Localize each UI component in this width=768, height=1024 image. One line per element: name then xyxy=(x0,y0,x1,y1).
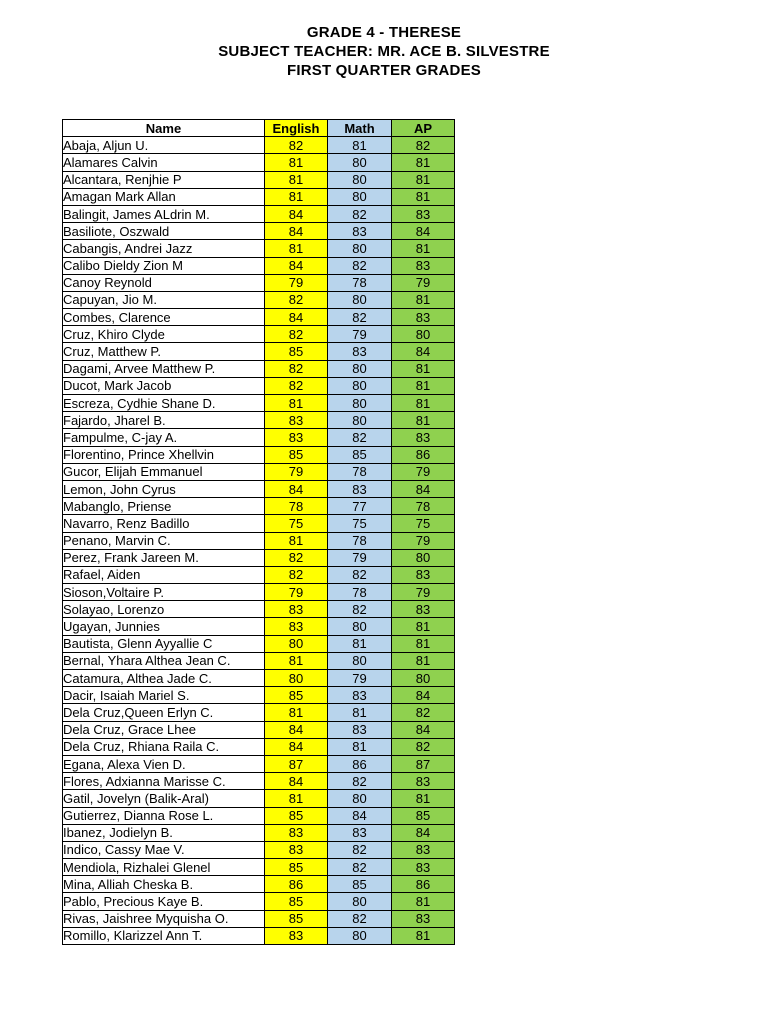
english-grade-cell: 84 xyxy=(265,223,328,240)
table-row xyxy=(63,773,455,790)
ap-grade-cell: 81 xyxy=(392,652,455,669)
math-grade-cell: 83 xyxy=(328,687,392,704)
table-row xyxy=(63,240,455,257)
table-row xyxy=(63,223,455,240)
student-name-cell: Rafael, Aiden xyxy=(63,566,265,583)
english-grade-cell: 83 xyxy=(265,824,328,841)
ap-grade-cell: 79 xyxy=(392,532,455,549)
student-name-cell: Cruz, Khiro Clyde xyxy=(63,326,265,343)
math-grade-cell: 80 xyxy=(328,618,392,635)
ap-grade-cell: 81 xyxy=(392,171,455,188)
student-name-cell: Solayao, Lorenzo xyxy=(63,601,265,618)
math-grade-cell: 82 xyxy=(328,429,392,446)
ap-grade-cell: 79 xyxy=(392,274,455,291)
math-grade-cell: 82 xyxy=(328,205,392,222)
math-grade-cell: 80 xyxy=(328,154,392,171)
student-name-cell: Capuyan, Jio M. xyxy=(63,291,265,308)
math-grade-cell: 75 xyxy=(328,515,392,532)
ap-grade-cell: 81 xyxy=(392,360,455,377)
math-grade-cell: 78 xyxy=(328,532,392,549)
table-row xyxy=(63,154,455,171)
table-row xyxy=(63,257,455,274)
english-grade-cell: 81 xyxy=(265,532,328,549)
table-row xyxy=(63,274,455,291)
math-grade-cell: 83 xyxy=(328,343,392,360)
math-grade-cell: 83 xyxy=(328,480,392,497)
student-name-cell: Mina, Alliah Cheska B. xyxy=(63,876,265,893)
ap-grade-cell: 80 xyxy=(392,326,455,343)
math-grade-cell: 82 xyxy=(328,910,392,927)
math-grade-cell: 79 xyxy=(328,326,392,343)
table-row xyxy=(63,721,455,738)
table-row xyxy=(63,670,455,687)
english-grade-cell: 83 xyxy=(265,618,328,635)
ap-grade-cell: 84 xyxy=(392,480,455,497)
ap-grade-cell: 83 xyxy=(392,205,455,222)
english-grade-cell: 84 xyxy=(265,480,328,497)
math-grade-cell: 80 xyxy=(328,377,392,394)
ap-grade-cell: 81 xyxy=(392,240,455,257)
english-grade-cell: 83 xyxy=(265,841,328,858)
english-grade-cell: 81 xyxy=(265,240,328,257)
math-grade-cell: 79 xyxy=(328,670,392,687)
math-grade-cell: 80 xyxy=(328,790,392,807)
english-grade-cell: 83 xyxy=(265,601,328,618)
ap-grade-cell: 85 xyxy=(392,807,455,824)
header-grade-section: GRADE 4 - THERESE xyxy=(306,24,462,41)
table-row xyxy=(63,859,455,876)
table-row xyxy=(63,652,455,669)
math-grade-cell: 82 xyxy=(328,841,392,858)
table-row xyxy=(63,515,455,532)
english-grade-cell: 75 xyxy=(265,515,328,532)
student-name-cell: Dela Cruz, Rhiana Raila C. xyxy=(63,738,265,755)
student-name-cell: Ibanez, Jodielyn B. xyxy=(63,824,265,841)
student-name-cell: Egana, Alexa Vien D. xyxy=(63,755,265,772)
ap-grade-cell: 82 xyxy=(392,137,455,154)
math-grade-cell: 83 xyxy=(328,824,392,841)
table-row xyxy=(63,137,455,154)
english-grade-cell: 81 xyxy=(265,652,328,669)
ap-grade-cell: 83 xyxy=(392,429,455,446)
english-grade-cell: 84 xyxy=(265,257,328,274)
student-name-cell: Abaja, Aljun U. xyxy=(63,137,265,154)
table-row xyxy=(63,326,455,343)
math-grade-cell: 84 xyxy=(328,807,392,824)
ap-grade-cell: 84 xyxy=(392,223,455,240)
ap-grade-cell: 81 xyxy=(392,154,455,171)
ap-grade-cell: 81 xyxy=(392,291,455,308)
ap-grade-cell: 86 xyxy=(392,876,455,893)
table-row xyxy=(63,566,455,583)
table-row xyxy=(63,841,455,858)
ap-grade-cell: 81 xyxy=(392,618,455,635)
ap-grade-cell: 83 xyxy=(392,859,455,876)
english-grade-cell: 85 xyxy=(265,893,328,910)
math-grade-cell: 85 xyxy=(328,446,392,463)
column-header-name: Name xyxy=(63,120,265,137)
ap-grade-cell: 81 xyxy=(392,893,455,910)
ap-grade-cell: 83 xyxy=(392,566,455,583)
student-name-cell: Canoy Reynold xyxy=(63,274,265,291)
english-grade-cell: 85 xyxy=(265,910,328,927)
math-grade-cell: 86 xyxy=(328,755,392,772)
english-grade-cell: 87 xyxy=(265,755,328,772)
student-name-cell: Dela Cruz,Queen Erlyn C. xyxy=(63,704,265,721)
student-name-cell: Lemon, John Cyrus xyxy=(63,480,265,497)
english-grade-cell: 85 xyxy=(265,859,328,876)
ap-grade-cell: 84 xyxy=(392,687,455,704)
english-grade-cell: 84 xyxy=(265,738,328,755)
student-name-cell: Bernal, Yhara Althea Jean C. xyxy=(63,652,265,669)
student-name-cell: Sioson,Voltaire P. xyxy=(63,584,265,601)
math-grade-cell: 80 xyxy=(328,188,392,205)
english-grade-cell: 80 xyxy=(265,670,328,687)
sheet-header xyxy=(0,23,768,80)
table-row xyxy=(63,188,455,205)
grades-table xyxy=(62,119,455,945)
student-name-cell: Basiliote, Oszwald xyxy=(63,223,265,240)
math-grade-cell: 81 xyxy=(328,704,392,721)
english-grade-cell: 85 xyxy=(265,687,328,704)
english-grade-cell: 79 xyxy=(265,463,328,480)
student-name-cell: Perez, Frank Jareen M. xyxy=(63,549,265,566)
table-row xyxy=(63,807,455,824)
english-grade-cell: 84 xyxy=(265,205,328,222)
english-grade-cell: 81 xyxy=(265,188,328,205)
table-row xyxy=(63,910,455,927)
student-name-cell: Romillo, Klarizzel Ann T. xyxy=(63,927,265,944)
english-grade-cell: 79 xyxy=(265,274,328,291)
ap-grade-cell: 82 xyxy=(392,704,455,721)
table-row xyxy=(63,601,455,618)
ap-grade-cell: 81 xyxy=(392,412,455,429)
english-grade-cell: 84 xyxy=(265,773,328,790)
table-row xyxy=(63,532,455,549)
english-grade-cell: 83 xyxy=(265,412,328,429)
student-name-cell: Cruz, Matthew P. xyxy=(63,343,265,360)
english-grade-cell: 81 xyxy=(265,171,328,188)
table-row xyxy=(63,498,455,515)
ap-grade-cell: 83 xyxy=(392,601,455,618)
math-grade-cell: 80 xyxy=(328,171,392,188)
ap-grade-cell: 79 xyxy=(392,463,455,480)
ap-grade-cell: 83 xyxy=(392,309,455,326)
ap-grade-cell: 81 xyxy=(392,790,455,807)
ap-grade-cell: 84 xyxy=(392,824,455,841)
english-grade-cell: 81 xyxy=(265,704,328,721)
english-grade-cell: 86 xyxy=(265,876,328,893)
math-grade-cell: 81 xyxy=(328,635,392,652)
table-row xyxy=(63,584,455,601)
student-name-cell: Pablo, Precious Kaye B. xyxy=(63,893,265,910)
table-row xyxy=(63,704,455,721)
table-row xyxy=(63,480,455,497)
student-name-cell: Dela Cruz, Grace Lhee xyxy=(63,721,265,738)
table-row xyxy=(63,687,455,704)
english-grade-cell: 82 xyxy=(265,566,328,583)
math-grade-cell: 78 xyxy=(328,463,392,480)
student-name-cell: Fampulme, C-jay A. xyxy=(63,429,265,446)
table-row xyxy=(63,309,455,326)
math-grade-cell: 82 xyxy=(328,566,392,583)
math-grade-cell: 82 xyxy=(328,773,392,790)
english-grade-cell: 82 xyxy=(265,326,328,343)
table-row xyxy=(63,343,455,360)
header-quarter: FIRST QUARTER GRADES xyxy=(286,62,481,79)
english-grade-cell: 85 xyxy=(265,343,328,360)
table-row xyxy=(63,927,455,944)
ap-grade-cell: 82 xyxy=(392,738,455,755)
table-row xyxy=(63,618,455,635)
math-grade-cell: 78 xyxy=(328,584,392,601)
english-grade-cell: 80 xyxy=(265,635,328,652)
table-row xyxy=(63,446,455,463)
english-grade-cell: 84 xyxy=(265,309,328,326)
ap-grade-cell: 83 xyxy=(392,773,455,790)
table-row xyxy=(63,463,455,480)
english-grade-cell: 83 xyxy=(265,429,328,446)
english-grade-cell: 85 xyxy=(265,446,328,463)
table-row xyxy=(63,549,455,566)
student-name-cell: Dagami, Arvee Matthew P. xyxy=(63,360,265,377)
math-grade-cell: 77 xyxy=(328,498,392,515)
student-name-cell: Dacir, Isaiah Mariel S. xyxy=(63,687,265,704)
ap-grade-cell: 80 xyxy=(392,549,455,566)
ap-grade-cell: 83 xyxy=(392,257,455,274)
english-grade-cell: 81 xyxy=(265,790,328,807)
ap-grade-cell: 81 xyxy=(392,395,455,412)
math-grade-cell: 85 xyxy=(328,876,392,893)
student-name-cell: Catamura, Althea Jade C. xyxy=(63,670,265,687)
english-grade-cell: 82 xyxy=(265,360,328,377)
student-name-cell: Gucor, Elijah Emmanuel xyxy=(63,463,265,480)
student-name-cell: Alamares Calvin xyxy=(63,154,265,171)
student-name-cell: Combes, Clarence xyxy=(63,309,265,326)
table-row xyxy=(63,824,455,841)
student-name-cell: Flores, Adxianna Marisse C. xyxy=(63,773,265,790)
column-header-math: Math xyxy=(328,120,392,137)
english-grade-cell: 81 xyxy=(265,395,328,412)
student-name-cell: Florentino, Prince Xhellvin xyxy=(63,446,265,463)
math-grade-cell: 83 xyxy=(328,223,392,240)
student-name-cell: Ducot, Mark Jacob xyxy=(63,377,265,394)
ap-grade-cell: 81 xyxy=(392,927,455,944)
table-row xyxy=(63,395,455,412)
math-grade-cell: 80 xyxy=(328,395,392,412)
student-name-cell: Amagan Mark Allan xyxy=(63,188,265,205)
student-name-cell: Gutierrez, Dianna Rose L. xyxy=(63,807,265,824)
math-grade-cell: 80 xyxy=(328,893,392,910)
ap-grade-cell: 80 xyxy=(392,670,455,687)
english-grade-cell: 85 xyxy=(265,807,328,824)
math-grade-cell: 82 xyxy=(328,309,392,326)
student-name-cell: Balingit, James ALdrin M. xyxy=(63,205,265,222)
column-header-english: English xyxy=(265,120,328,137)
math-grade-cell: 80 xyxy=(328,652,392,669)
student-name-cell: Gatil, Jovelyn (Balik-Aral) xyxy=(63,790,265,807)
table-row xyxy=(63,635,455,652)
ap-grade-cell: 75 xyxy=(392,515,455,532)
english-grade-cell: 82 xyxy=(265,549,328,566)
math-grade-cell: 80 xyxy=(328,360,392,377)
student-name-cell: Mabanglo, Priense xyxy=(63,498,265,515)
student-name-cell: Escreza, Cydhie Shane D. xyxy=(63,395,265,412)
table-row xyxy=(63,755,455,772)
math-grade-cell: 79 xyxy=(328,549,392,566)
ap-grade-cell: 83 xyxy=(392,910,455,927)
header-subject-teacher: SUBJECT TEACHER: MR. ACE B. SILVESTRE xyxy=(218,43,550,60)
student-name-cell: Rivas, Jaishree Myquisha O. xyxy=(63,910,265,927)
math-grade-cell: 81 xyxy=(328,137,392,154)
table-row xyxy=(63,377,455,394)
english-grade-cell: 84 xyxy=(265,721,328,738)
math-grade-cell: 80 xyxy=(328,927,392,944)
ap-grade-cell: 84 xyxy=(392,721,455,738)
ap-grade-cell: 86 xyxy=(392,446,455,463)
ap-grade-cell: 78 xyxy=(392,498,455,515)
english-grade-cell: 82 xyxy=(265,137,328,154)
math-grade-cell: 78 xyxy=(328,274,392,291)
english-grade-cell: 81 xyxy=(265,154,328,171)
table-row xyxy=(63,360,455,377)
table-row xyxy=(63,738,455,755)
grades-table-body xyxy=(63,137,455,945)
english-grade-cell: 82 xyxy=(265,291,328,308)
table-row xyxy=(63,429,455,446)
student-name-cell: Bautista, Glenn Ayyallie C xyxy=(63,635,265,652)
math-grade-cell: 82 xyxy=(328,257,392,274)
table-row xyxy=(63,205,455,222)
column-header-ap: AP xyxy=(392,120,455,137)
table-row xyxy=(63,412,455,429)
math-grade-cell: 82 xyxy=(328,601,392,618)
english-grade-cell: 78 xyxy=(265,498,328,515)
ap-grade-cell: 81 xyxy=(392,635,455,652)
student-name-cell: Penano, Marvin C. xyxy=(63,532,265,549)
math-grade-cell: 83 xyxy=(328,721,392,738)
student-name-cell: Cabangis, Andrei Jazz xyxy=(63,240,265,257)
ap-grade-cell: 81 xyxy=(392,377,455,394)
english-grade-cell: 79 xyxy=(265,584,328,601)
ap-grade-cell: 87 xyxy=(392,755,455,772)
grades-header-row xyxy=(63,120,455,137)
student-name-cell: Fajardo, Jharel B. xyxy=(63,412,265,429)
table-row xyxy=(63,876,455,893)
table-row xyxy=(63,893,455,910)
ap-grade-cell: 83 xyxy=(392,841,455,858)
student-name-cell: Ugayan, Junnies xyxy=(63,618,265,635)
table-row xyxy=(63,790,455,807)
table-row xyxy=(63,171,455,188)
math-grade-cell: 80 xyxy=(328,291,392,308)
math-grade-cell: 80 xyxy=(328,412,392,429)
table-row xyxy=(63,291,455,308)
ap-grade-cell: 84 xyxy=(392,343,455,360)
student-name-cell: Alcantara, Renjhie P xyxy=(63,171,265,188)
ap-grade-cell: 81 xyxy=(392,188,455,205)
student-name-cell: Navarro, Renz Badillo xyxy=(63,515,265,532)
ap-grade-cell: 79 xyxy=(392,584,455,601)
student-name-cell: Mendiola, Rizhalei Glenel xyxy=(63,859,265,876)
student-name-cell: Calibo Dieldy Zion M xyxy=(63,257,265,274)
english-grade-cell: 83 xyxy=(265,927,328,944)
math-grade-cell: 80 xyxy=(328,240,392,257)
student-name-cell: Indico, Cassy Mae V. xyxy=(63,841,265,858)
math-grade-cell: 81 xyxy=(328,738,392,755)
math-grade-cell: 82 xyxy=(328,859,392,876)
english-grade-cell: 82 xyxy=(265,377,328,394)
